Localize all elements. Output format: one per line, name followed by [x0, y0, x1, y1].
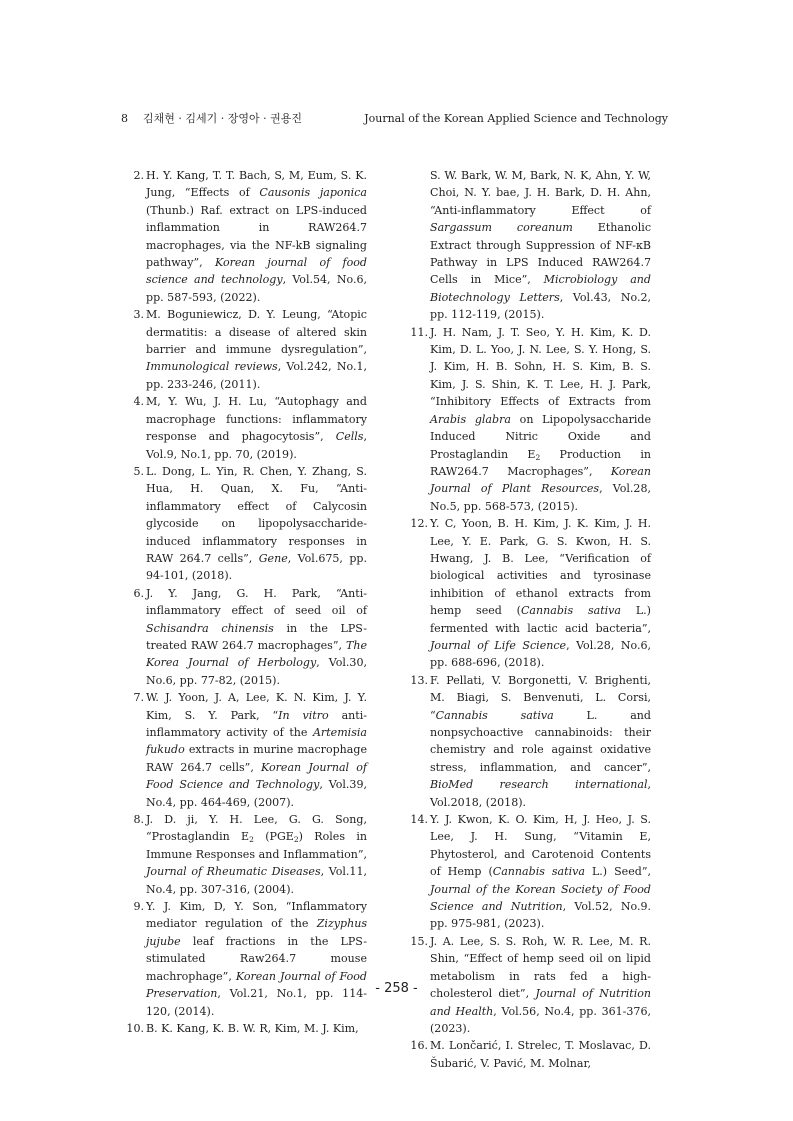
reference-text-segment: , Vol.56, No.4, pp. 361-376, (2023).	[430, 1004, 651, 1035]
reference-text-segment: J. D. ji, Y. H. Lee, G. G. Song, “Prostaglandin E	[146, 813, 367, 844]
reference-text-segment: Sargassum coreanum	[430, 221, 573, 235]
reference-text-segment: Causonis japonica	[259, 186, 367, 200]
reference-text-segment: Korean Journal of Plant Resources	[430, 464, 651, 496]
reference-text-segment: B. K. Kang, K. B. W. R, Kim, M. J. Kim,	[146, 1021, 359, 1035]
reference-text	[146, 689, 367, 811]
reference-text-segment: J. Y. Jang, G. H. Park, “Anti-inflammatory effect of seed oil of	[146, 586, 367, 618]
reference-entry	[414, 167, 651, 324]
reference-text-segment: Immunological reviews	[146, 360, 278, 374]
reference-number: 14.	[410, 813, 428, 827]
reference-text-segment: L. and nonpsychoactive cannabinoids: their chemistry and role against oxidative stress, inflammation, and cancer”,	[430, 708, 651, 774]
reference-entry	[130, 463, 367, 585]
reference-text-segment: Journal of Life Science	[430, 638, 567, 652]
reference-text	[430, 167, 651, 324]
reference-entry	[410, 811, 652, 933]
reference-text-segment: Production in RAW264.7 Macrophages”,	[430, 447, 651, 478]
reference-entry	[130, 306, 367, 393]
reference-text-segment: F. Pellati, V. Borgonetti, V. Brighenti, M. Biagi, S. Benvenuti, L. Corsi, “	[430, 673, 651, 722]
reference-text-segment: 2	[249, 835, 254, 845]
reference-text-segment: Korean Journal of Food Preservation	[146, 969, 367, 1001]
reference-entry	[410, 324, 651, 515]
reference-text	[146, 811, 367, 898]
reference-number: 7.	[133, 691, 144, 705]
reference-text	[146, 463, 367, 585]
reference-text-segment: 2	[535, 452, 541, 462]
reference-entry	[410, 515, 651, 672]
reference-text-segment: Arabis glabra	[430, 412, 511, 426]
reference-text-segment: H. Y. Kang, T. T. Bach, S, M, Eum, S. K. Jung, “Effects of	[146, 169, 367, 200]
reference-text-segment: L.) Seed”,	[584, 865, 651, 879]
reference-entry	[130, 585, 367, 689]
reference-text-segment: , Vol.30, No.6, pp. 77-82, (2015).	[146, 656, 368, 687]
reference-text-segment: Y. C, Yoon, B. H. Kim, J. K. Kim, J. H. Lee, Y. E. Park, G. S. Kwon, H. S. Hwang, J. B. Lee, “Verification of biological activities and tyrosinase inhibition of ethanol extracts from hemp seed (	[430, 517, 651, 618]
reference-text-segment: , Vol.2018, (2018).	[430, 778, 651, 809]
reference-text	[146, 306, 367, 393]
reference-number: 6.	[133, 586, 144, 600]
reference-text	[146, 585, 367, 689]
reference-text-segment: ) Roles in Immune Responses and Inflammation”,	[146, 830, 367, 861]
reference-text-segment: extracts in murine macrophage RAW 264.7 cells”,	[146, 743, 367, 774]
reference-text-segment: BioMed research international	[430, 778, 648, 792]
reference-text-segment: , Vol.39, No.4, pp. 464-469, (2007).	[146, 778, 367, 809]
reference-number: 16.	[410, 1039, 428, 1053]
reference-text-segment: L. Dong, L. Yin, R. Chen, Y. Zhang, S. Hua, H. Quan, X. Fu, “Anti-inflammatory effect of Calycosin glycoside on lipopolysaccharide-induced inflammatory responses in RAW 264.7 cells”,	[146, 464, 367, 565]
running-header	[121, 111, 668, 127]
reference-text-segment: , Vol.28, No.6, pp. 688-696, (2018).	[430, 638, 651, 670]
reference-text-segment: M, Y. Wu, J. H. Lu, “Autophagy and macrophage functions: inflammatory response and phagocytosis”,	[146, 395, 367, 444]
reference-text-segment: Gene	[258, 551, 288, 565]
reference-entry	[130, 811, 367, 898]
reference-text-segment: , Vol.242, No.1, pp. 233-246, (2011).	[146, 360, 367, 391]
reference-text-segment: anti-inflammatory activity of the	[146, 708, 368, 739]
reference-number: 11.	[410, 325, 428, 339]
header-page-number: 8	[121, 112, 128, 125]
reference-text	[430, 324, 651, 515]
reference-text-segment: Korean journal of food science and technology	[146, 256, 367, 287]
reference-text-segment: Microbiology and Biotechnology Letters	[430, 273, 651, 304]
reference-text-segment: Cannabis sativa	[435, 708, 554, 722]
reference-text-segment: (Thunb.) Raf. extract on LPS-induced inflammation in RAW264.7 macrophages, via the NF-kB signaling pathway”,	[146, 203, 367, 270]
reference-text-segment: L.) fermented with lactic acid bacteria”,	[430, 604, 651, 635]
reference-text-segment: Ethanolic Extract through Suppression of NF-κB Pathway in LPS Induced RAW264.7 Cells in Mice”,	[430, 221, 651, 287]
reference-text	[146, 1020, 367, 1037]
reference-text-segment: The Korea Journal of Herbology	[146, 638, 367, 670]
reference-number: 2.	[133, 169, 144, 182]
reference-text-segment: leaf fractions in the LPS-stimulated Raw264.7 mouse machrophage”,	[146, 934, 367, 983]
reference-text-segment: , Vol.9, No.1, pp. 70, (2019).	[146, 430, 367, 461]
reference-text-segment: Artemisia fukudo	[146, 726, 367, 757]
reference-number: 9.	[133, 900, 144, 914]
reference-text-segment: Cells	[335, 430, 364, 444]
header-journal-title: Journal of the Korean Applied Science and Technology	[364, 112, 668, 125]
reference-number: 8.	[133, 813, 144, 827]
reference-text-segment: , Vol.54, No.6, pp. 587-593, (2022).	[146, 273, 367, 304]
reference-text-segment: , Vol.28, No.5, pp. 568-573, (2015).	[430, 482, 651, 513]
reference-text-segment: J. A. Lee, S. S. Roh, W. R. Lee, M. R. Shin, “Effect of hemp seed oil on lipid metabolism in rats fed a high-cholesterol diet”,	[430, 934, 651, 1001]
reference-text-segment: in the LPS-treated RAW 264.7 macrophages”,	[146, 621, 368, 652]
reference-text-segment: Schisandra chinensis	[146, 621, 274, 635]
reference-text-segment: Journal of Nutrition and Health	[430, 987, 651, 1018]
reference-entry	[130, 167, 367, 306]
reference-text-segment: M. Boguniewicz, D. Y. Leung, “Atopic dermatitis: a disease of altered skin barrier and immune dysregulation”,	[146, 308, 367, 357]
reference-entry	[130, 689, 367, 811]
reference-text-segment: , Vol.52, No.9. pp. 975-981, (2023).	[430, 900, 652, 931]
references-right-column	[410, 167, 652, 1072]
reference-text-segment: Cannabis sativa	[520, 604, 621, 618]
reference-number: 5.	[133, 464, 144, 478]
footer-page-label: - 258 -	[375, 981, 418, 996]
reference-text	[146, 167, 367, 306]
reference-text	[430, 1037, 651, 1072]
reference-text-segment: Zizyphus jujube	[146, 917, 367, 948]
reference-text-segment: Journal of the Korean Society of Food Science and Nutrition	[430, 882, 651, 914]
reference-number: 3.	[133, 308, 144, 322]
reference-text	[430, 672, 651, 811]
reference-text	[430, 811, 651, 933]
reference-entry	[130, 898, 367, 1020]
reference-text-segment: on Lipopolysaccharide Induced Nitric Oxide and Prostaglandin E	[430, 412, 651, 461]
reference-text-segment: Y. J. Kim, D, Y. Son, “Inflammatory mediator regulation of the	[146, 900, 367, 931]
reference-text-segment: W. J. Yoon, J. A, Lee, K. N. Kim, J. Y. Kim, S. Y. Park, “	[146, 691, 367, 722]
reference-text-segment: , Vol.21, No.1, pp. 114-120, (2014).	[146, 987, 367, 1018]
reference-number: 4.	[133, 395, 144, 409]
reference-text-segment: M. Lončarić, I. Strelec, T. Moslavac, D. Šubarić, V. Pavić, M. Molnar,	[430, 1039, 651, 1070]
reference-number: 12.	[410, 517, 428, 531]
reference-text-segment: (PGE	[253, 830, 294, 844]
reference-text-segment: Journal of Rheumatic Diseases	[146, 865, 321, 879]
reference-entry	[130, 393, 367, 463]
reference-text-segment: J. H. Nam, J. T. Seo, Y. H. Kim, K. D. Kim, D. L. Yoo, J. N. Lee, S. Y. Hong, S. J. Kim, H. B. Sohn, H. S. Kim, B. S. Kim, J. S. Shin, K. T. Lee, H. J. Park, “Inhibitory Effects of Extracts from	[430, 325, 651, 409]
reference-text-segment: , Vol.43, No.2, pp. 112-119, (2015).	[430, 290, 651, 322]
reference-number: 15.	[410, 934, 428, 948]
reference-text-segment: Cannabis sativa	[492, 865, 585, 879]
reference-text	[430, 515, 651, 672]
reference-entry	[410, 672, 651, 811]
reference-entry	[126, 1020, 367, 1037]
reference-text-segment: , Vol.11, No.4, pp. 307-316, (2004).	[146, 865, 367, 896]
reference-text	[146, 393, 367, 463]
references-left-column	[126, 167, 368, 1037]
reference-text	[146, 898, 367, 1020]
page-footer	[0, 980, 793, 998]
reference-text-segment: Y. J. Kwon, K. O. Kim, H, J. Heo, J. S. Lee, J. H. Sung, “Vitamin E, Phytosterol, and Carotenoid Contents of Hemp (	[430, 813, 651, 879]
reference-text-segment: 2	[293, 835, 299, 845]
reference-text-segment: S. W. Bark, W. M, Bark, N. K, Ahn, Y. W, Choi, N. Y. bae, J. H. Bark, D. H. Ahn, “Anti-inflammatory Effect of	[430, 169, 651, 217]
reference-text-segment: Korean Journal of Food Science and Technology	[146, 760, 367, 792]
reference-number: 10.	[126, 1021, 144, 1035]
reference-number: 13.	[410, 673, 428, 687]
header-authors: 김채현 · 김세기 · 장영아 · 권용진	[143, 112, 302, 125]
reference-entry	[410, 1037, 651, 1072]
reference-text-segment: , Vol.675, pp. 94-101, (2018).	[146, 551, 367, 583]
reference-text-segment: In vitro	[278, 708, 329, 722]
